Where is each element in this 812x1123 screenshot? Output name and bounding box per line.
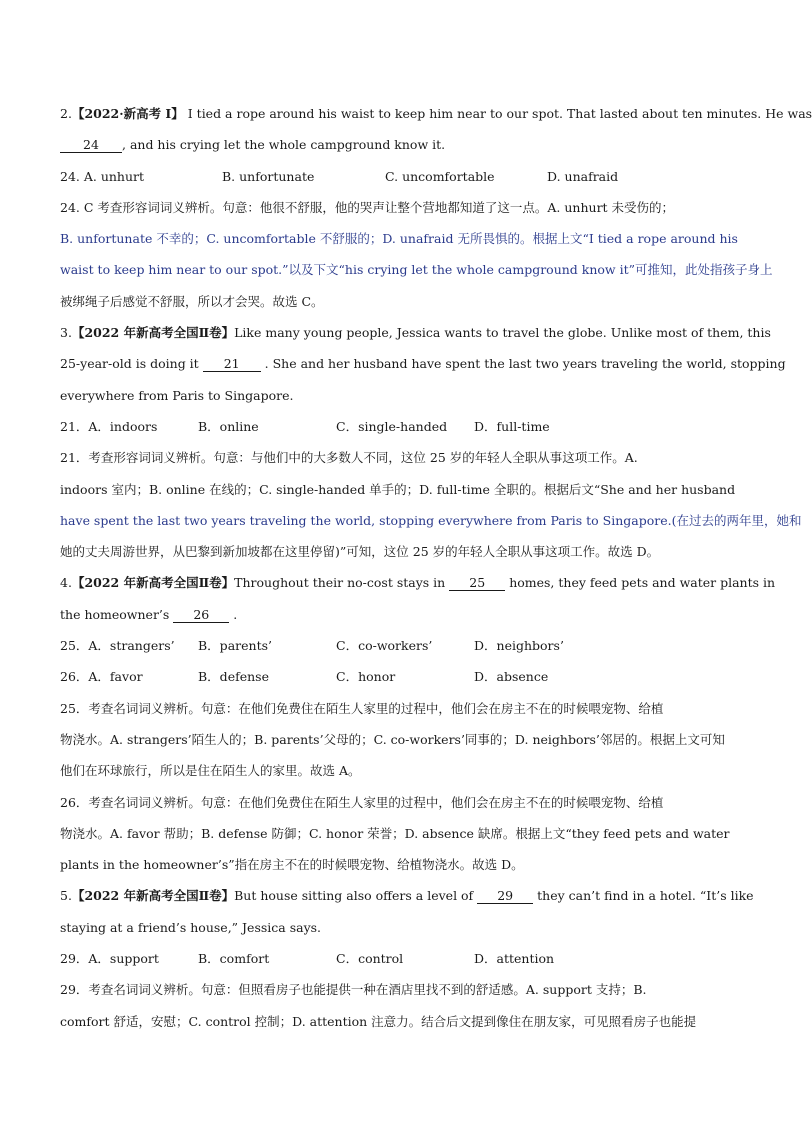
q4-options-26 [60, 661, 740, 692]
q3-source-tag: 【2022 年新高考全国Ⅱ卷】 [71, 325, 235, 341]
option-b: B．online [198, 418, 259, 434]
q4-stem-line-2: the homeowner’s 26 . [60, 606, 238, 622]
blank-29: 29 [477, 888, 533, 904]
option-c: C．co-workers’ [336, 638, 433, 654]
q3-options [60, 411, 740, 442]
q2-source-tag: 【2022·新高考 I】 [71, 106, 184, 121]
blank-26: 26 [173, 607, 229, 623]
option-a: 26．A．favor [60, 669, 143, 685]
option-b: B．parents’ [198, 638, 272, 654]
blank-24: 24 [60, 137, 122, 153]
q3-explanation-3: have spent the last two years traveling the world, stopping everywhere from Paris to Singapore.(在过去的两年里，她和 [60, 512, 802, 528]
q4-explanation-1: 25．考查名词词义辨析。句意：在他们免费住在陌生人家里的过程中，他们会在房主不在的时候喂宠物、给植 [60, 700, 664, 716]
option-c: C．honor [336, 669, 396, 685]
option-a: 21．A．indoors [60, 418, 158, 434]
q4-explanation-6: plants in the homeowner’s”指在房主不在的时候喂宠物、给植物浇水。故选 D。 [60, 857, 524, 873]
q3-stem-line-1: 3.【2022 年新高考全国Ⅱ卷】Like many young people, Jessica wants to travel the globe. Unlike most of them, this [60, 325, 771, 341]
q2-options [60, 161, 740, 192]
option-b: B. unfortunate [222, 168, 315, 184]
option-d: D．absence [474, 669, 549, 685]
option-d: D. unafraid [547, 168, 619, 184]
q5-source-tag: 【2022 年新高考全国Ⅱ卷】 [71, 888, 235, 904]
q5-stem-line-2: staying at a friend’s house,” Jessica says. [60, 919, 322, 935]
q2-explanation-3: waist to keep him near to our spot.”以及下文“his crying let the whole campground know it”可推知，此处指孩子身上 [60, 262, 773, 278]
document-page [60, 98, 812, 1037]
option-c: C．control [336, 951, 404, 967]
option-a: 29．A．support [60, 951, 159, 967]
q5-explanation-1: 29．考查名词词义辨析。句意：但照看房子也能提供一种在酒店里找不到的舒适感。A. support 支持；B. [60, 982, 647, 998]
q4-explanation-3: 他们在环球旅行，所以是住在陌生人的家里。故选 A。 [60, 763, 361, 779]
q4-stem-line-1: 4.【2022 年新高考全国Ⅱ卷】Throughout their no-cost stays in 25 homes, they feed pets and water plants in [60, 575, 776, 591]
blank-21: 21 [203, 356, 261, 372]
option-a: 25．A．strangers’ [60, 638, 175, 654]
q3-stem-line-2: 25-year-old is doing it 21 . She and her husband have spent the last two years traveling the world, stopping [60, 356, 786, 372]
q2-stem-line-1: 2.【2022·新高考 I】 I tied a rope around his waist to keep him near to our spot. That lasted about ten minutes. He was [60, 106, 812, 121]
q3-explanation-4: 她的丈夫周游世界，从巴黎到新加坡都在这里停留)”可知，这位 25 岁的年轻人全职从事这项工作。故选 D。 [60, 544, 660, 560]
option-d: D．attention [474, 951, 555, 967]
q3-stem-line-3: everywhere from Paris to Singapore. [60, 387, 294, 403]
q4-options-25 [60, 630, 740, 661]
q5-stem-line-1: 5.【2022 年新高考全国Ⅱ卷】But house sitting also offers a level of 29 they can’t find in a hotel. “It’s like [60, 888, 754, 904]
option-c: C．single-handed [336, 418, 448, 434]
option-b: B．comfort [198, 951, 270, 967]
q2-explanation-1: 24. C 考查形容词词义辨析。句意：他很不舒服，他的哭声让整个营地都知道了这一点。A. unhurt 未受伤的； [60, 199, 675, 215]
q3-explanation-2: indoors 室内；B. online 在线的；C. single-handed 单手的；D. full-time 全职的。根据后文“She and her husband [60, 481, 736, 497]
q4-explanation-4: 26．考查名词词义辨析。句意：在他们免费住在陌生人家里的过程中，他们会在房主不在的时候喂宠物、给植 [60, 794, 664, 810]
option-d: D．full-time [474, 418, 550, 434]
option-d: D．neighbors’ [474, 638, 564, 654]
q4-explanation-5: 物浇水。A. favor 帮助；B. defense 防御；C. honor 荣誉；D. absence 缺席。根据上文“they feed pets and water [60, 825, 730, 841]
blank-25: 25 [449, 575, 505, 591]
option-b: B．defense [198, 669, 269, 685]
q5-explanation-2: comfort 舒适，安慰；C. control 控制；D. attention 注意力。结合后文提到像住在朋友家，可见照看房子也能提 [60, 1013, 697, 1029]
q2-stem-line-2: 24 , and his crying let the whole campground know it. [60, 129, 740, 160]
q3-explanation-1: 21．考查形容词词义辨析。句意：与他们中的大多数人不同，这位 25 岁的年轻人全职从事这项工作。A. [60, 450, 638, 466]
q5-options [60, 943, 740, 974]
option-c: C. uncomfortable [385, 168, 495, 184]
q4-source-tag: 【2022 年新高考全国Ⅱ卷】 [71, 575, 235, 591]
q2-explanation-2: B. unfortunate 不幸的；C. uncomfortable 不舒服的；D. unafraid 无所畏惧的。根据上文“I tied a rope around his [60, 231, 738, 247]
q4-explanation-2: 物浇水。A. strangers’陌生人的；B. parents’父母的；C. co-workers’同事的；D. neighbors’邻居的。根据上文可知 [60, 731, 725, 747]
q2-explanation-4: 被绑绳子后感觉不舒服，所以才会哭。故选 C。 [60, 293, 324, 309]
option-a: 24. A. unhurt [60, 168, 145, 184]
